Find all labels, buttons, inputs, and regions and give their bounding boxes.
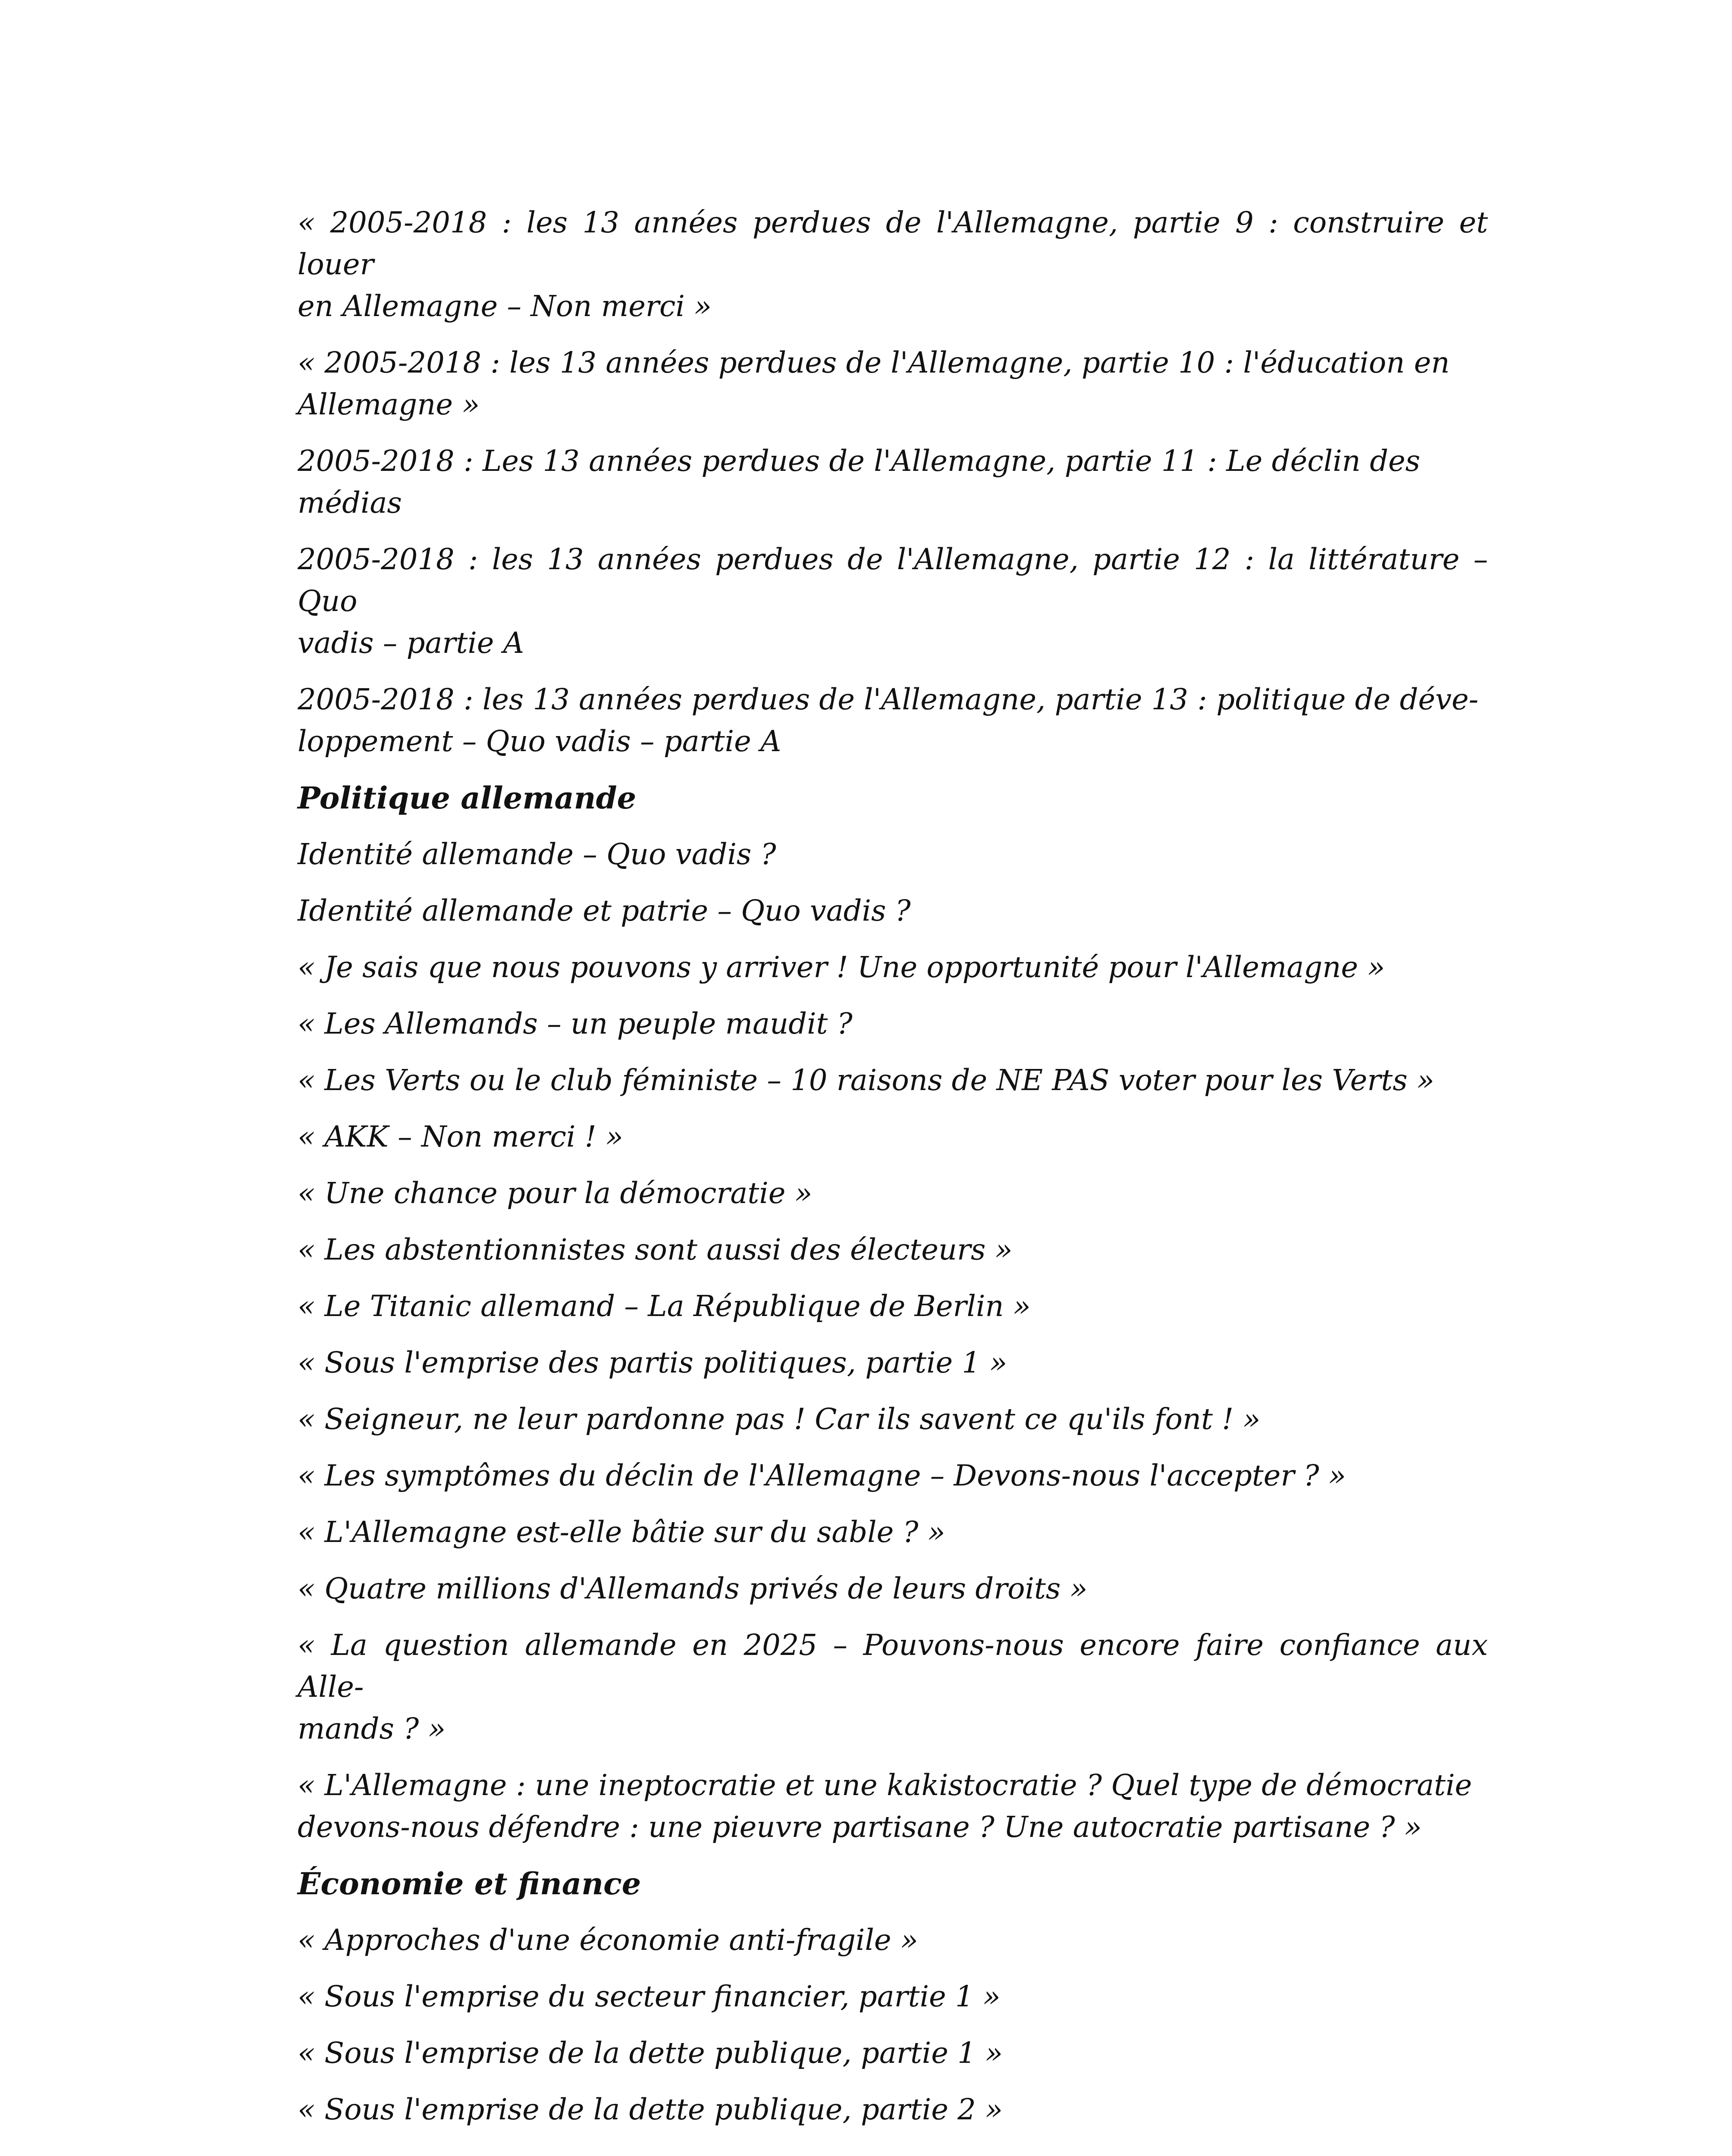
list-item: « Sous l'emprise du secteur financier, partie 1 » bbox=[298, 1980, 1001, 2013]
list-item: « Une chance pour la démocratie » bbox=[298, 1176, 813, 1210]
document-page bbox=[298, 202, 1488, 2145]
list-item: « Les Verts ou le club féministe – 10 raisons de NE PAS voter pour les Verts » bbox=[298, 1063, 1434, 1097]
list-item: « Sous l'emprise de la dette publique, partie 2 » bbox=[298, 2093, 1003, 2126]
list-item: Identité allemande – Quo vadis ? bbox=[298, 837, 776, 871]
list-item: « Seigneur, ne leur pardonne pas ! Car ils savent ce qu'ils font ! » bbox=[298, 1402, 1261, 1436]
list-item: 2005-2018 : Les 13 années perdues de l'Allemagne, partie 11 : Le déclin des médias bbox=[298, 444, 1421, 520]
list-item: 2005-2018 : les 13 années perdues de l'Allemagne, partie 13 : politique de déve- loppement – Quo vadis – partie A bbox=[298, 683, 1479, 758]
list-item: 2005-2018 : les 13 années perdues de l'Allemagne, partie 12 : la littérature – Quo vadis – partie A bbox=[298, 542, 1488, 660]
list-item: « La question allemande en 2025 – Pouvons-nous encore faire confiance aux Alle- mands ? » bbox=[298, 1628, 1488, 1745]
list-item: « Quatre millions d'Allemands privés de leurs droits » bbox=[298, 1572, 1088, 1605]
list-item: « L'Allemagne : une ineptocratie et une kakistocratie ? Quel type de démocratie devons-nous défendre : une pieuvre partisane ? Une autocratie partisane ? » bbox=[298, 1768, 1472, 1844]
list-item: « Les Allemands – un peuple maudit ? bbox=[298, 1007, 853, 1040]
list-item: « Je sais que nous pouvons y arriver ! Une opportunité pour l'Allemagne » bbox=[298, 950, 1385, 984]
list-item: « Les abstentionnistes sont aussi des électeurs » bbox=[298, 1233, 1013, 1266]
list-item: « Les symptômes du déclin de l'Allemagne – Devons-nous l'accepter ? » bbox=[298, 1459, 1346, 1492]
list-item: « 2005-2018 : les 13 années perdues de l'Allemagne, partie 10 : l'éducation en Allemagne » bbox=[298, 346, 1450, 421]
list-item: « AKK – Non merci ! » bbox=[298, 1120, 623, 1153]
list-item: « 2005-2018 : les 13 années perdues de l'Allemagne, partie 9 : construire et louer en Allemagne – Non merci » bbox=[298, 206, 1488, 323]
list-item: « Sous l'emprise de la dette publique, partie 1 » bbox=[298, 2036, 1003, 2070]
section-heading-politique: Politique allemande bbox=[298, 780, 637, 816]
list-item: « Approches d'une économie anti-fragile » bbox=[298, 1923, 918, 1957]
section-heading-economie: Économie et finance bbox=[298, 1866, 641, 1902]
list-item: « Le Titanic allemand – La République de Berlin » bbox=[298, 1289, 1031, 1323]
list-item: « L'Allemagne est-elle bâtie sur du sable ? » bbox=[298, 1515, 945, 1549]
list-item: « Sous l'emprise des partis politiques, partie 1 » bbox=[298, 1346, 1007, 1379]
list-item: Identité allemande et patrie – Quo vadis ? bbox=[298, 894, 911, 928]
